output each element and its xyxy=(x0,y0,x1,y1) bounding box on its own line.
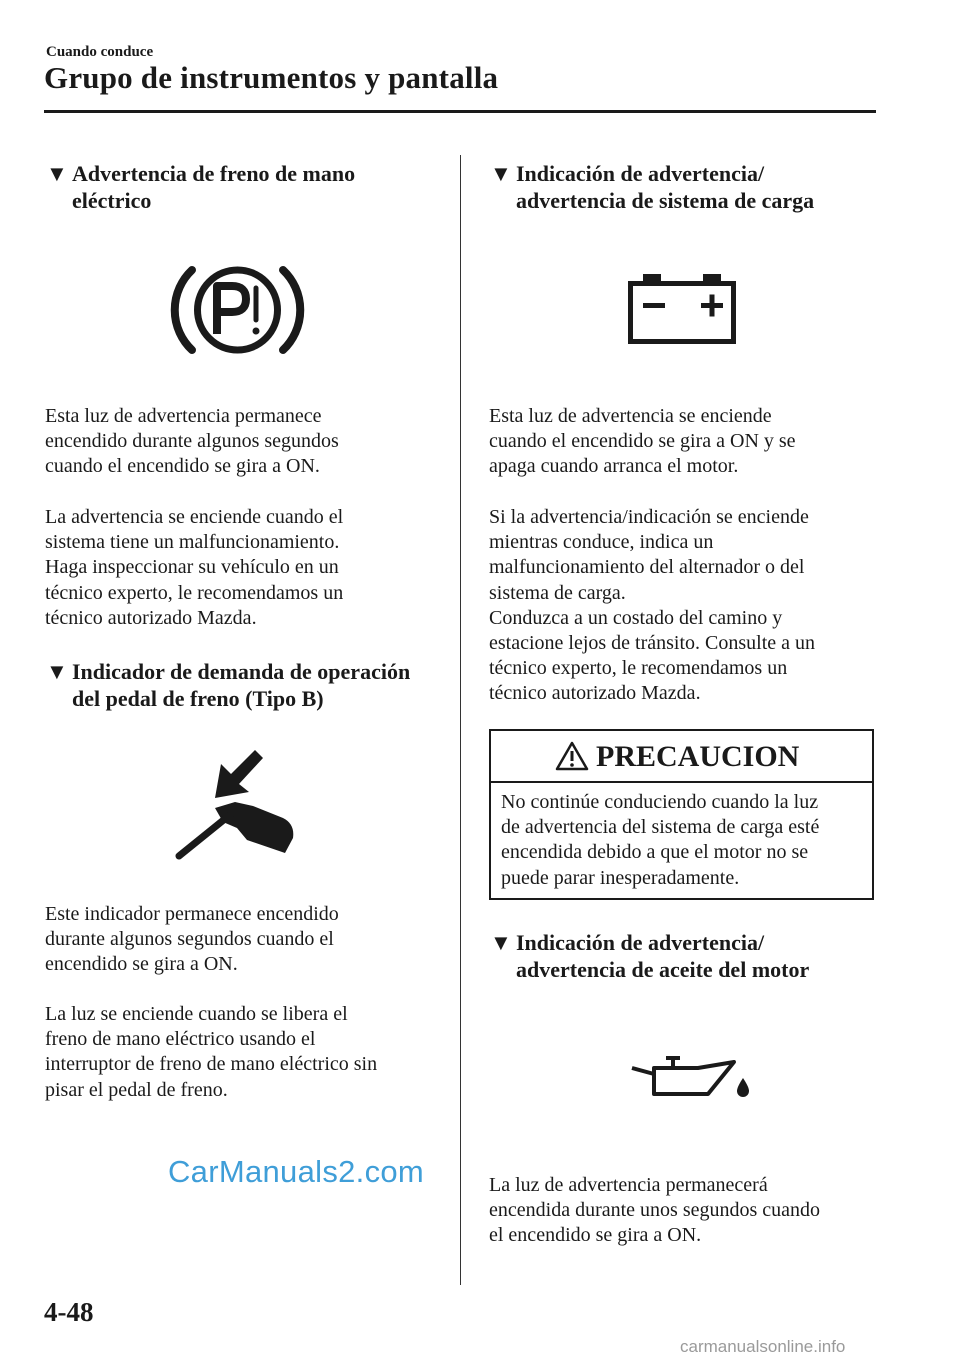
caution-header xyxy=(491,731,872,783)
warning-triangle-icon xyxy=(555,741,589,771)
text-line: La advertencia se enciende cuando el xyxy=(45,506,344,528)
heading-line: Indicador de demanda de operación xyxy=(72,659,411,684)
text-line: técnico experto, le recomendamos un xyxy=(489,657,788,680)
text-line: técnico autorizado Mazda. xyxy=(489,682,701,705)
heading-text xyxy=(516,929,809,983)
paragraph xyxy=(489,1173,884,1249)
text-line: técnico experto, le recomendamos un xyxy=(45,581,344,604)
heading-line: Indicación de advertencia/ xyxy=(516,930,765,955)
paragraph xyxy=(45,505,445,631)
triangle-down-icon: ▼ xyxy=(46,659,68,684)
text-line: cuando el encendido se gira a ON y se xyxy=(489,430,796,453)
text-line: malfuncionamiento del alternador o del xyxy=(489,556,805,579)
section-label: Cuando conduce xyxy=(46,44,154,60)
paragraph xyxy=(45,1002,450,1103)
heading-brake-pedal xyxy=(46,658,456,714)
watermark: CarManuals2.com xyxy=(168,1154,425,1189)
text-line: Esta luz de advertencia permanece xyxy=(45,405,322,427)
paragraph xyxy=(45,902,445,978)
text-line: La luz de advertencia permanecerá xyxy=(489,1174,768,1196)
text-line: Este indicador permanece encendido xyxy=(45,903,339,925)
text-line: el encendido se gira a ON. xyxy=(489,1224,702,1247)
text-line: durante algunos segundos cuando el xyxy=(45,928,334,951)
site-watermark: carmanualsonline.info xyxy=(680,1337,846,1356)
triangle-down-icon: ▼ xyxy=(490,161,512,186)
oil-can-icon xyxy=(628,1054,750,1100)
text-line: encendida debido a que el motor no se xyxy=(501,841,809,864)
caution-box xyxy=(489,729,874,900)
triangle-down-icon: ▼ xyxy=(490,930,512,955)
paragraph xyxy=(489,404,879,480)
heading-oil-warning xyxy=(490,929,880,985)
text-line: cuando el encendido se gira a ON. xyxy=(45,455,320,478)
heading-line: advertencia de sistema de carga xyxy=(516,188,815,213)
text-line: apaga cuando arranca el motor. xyxy=(489,455,739,478)
brake-pedal-demand-icon xyxy=(175,748,300,863)
text-line: sistema de carga. xyxy=(489,581,626,604)
text-line: estacione lejos de tránsito. Consulte a un xyxy=(489,632,816,655)
text-line: puede parar inesperadamente. xyxy=(501,866,740,889)
text-line: encendido se gira a ON. xyxy=(45,953,238,976)
text-line: encendida durante unos segundos cuando xyxy=(489,1199,821,1222)
text-line: mientras conduce, indica un xyxy=(489,531,714,554)
triangle-down-icon: ▼ xyxy=(46,161,68,186)
text-line: La luz se enciende cuando se libera el xyxy=(45,1003,348,1025)
text-line: técnico autorizado Mazda. xyxy=(45,606,257,629)
text-line: pisar el pedal de freno. xyxy=(45,1078,228,1101)
text-line: sistema tiene un malfuncionamiento. xyxy=(45,531,340,554)
page-title: Grupo de instrumentos y pantalla xyxy=(44,60,499,95)
paragraph xyxy=(45,404,445,480)
caution-title: PRECAUCION xyxy=(596,740,800,773)
battery-icon xyxy=(627,273,737,345)
heading-parking-brake xyxy=(46,160,446,216)
column-divider xyxy=(460,155,461,1285)
heading-text xyxy=(72,658,410,712)
page-number: 4-48 xyxy=(44,1297,94,1327)
parking-brake-warning-icon xyxy=(170,258,305,363)
heading-text xyxy=(72,160,355,214)
heading-line: eléctrico xyxy=(72,188,152,213)
caution-text xyxy=(501,790,867,891)
text-line: freno de mano eléctrico usando el xyxy=(45,1028,316,1051)
text-line: Si la advertencia/indicación se enciende xyxy=(489,506,809,528)
text-line: No continúe conduciendo cuando la luz xyxy=(501,791,819,813)
heading-line: Indicación de advertencia/ xyxy=(516,161,765,186)
text-line: de advertencia del sistema de carga esté xyxy=(501,816,820,839)
title-rule xyxy=(44,110,876,113)
heading-line: Advertencia de freno de mano xyxy=(72,161,356,186)
heading-line: advertencia de aceite del motor xyxy=(516,957,810,982)
paragraph xyxy=(489,505,884,707)
heading-charging-system xyxy=(490,160,880,216)
text-line: Conduzca a un costado del camino y xyxy=(489,606,783,629)
heading-text xyxy=(516,160,814,214)
text-line: Esta luz de advertencia se enciende xyxy=(489,405,772,427)
heading-line: del pedal de freno (Tipo B) xyxy=(72,686,324,711)
text-line: encendido durante algunos segundos xyxy=(45,430,339,453)
text-line: Haga inspeccionar su vehículo en un xyxy=(45,556,339,579)
text-line: interruptor de freno de mano eléctrico sin xyxy=(45,1053,378,1076)
